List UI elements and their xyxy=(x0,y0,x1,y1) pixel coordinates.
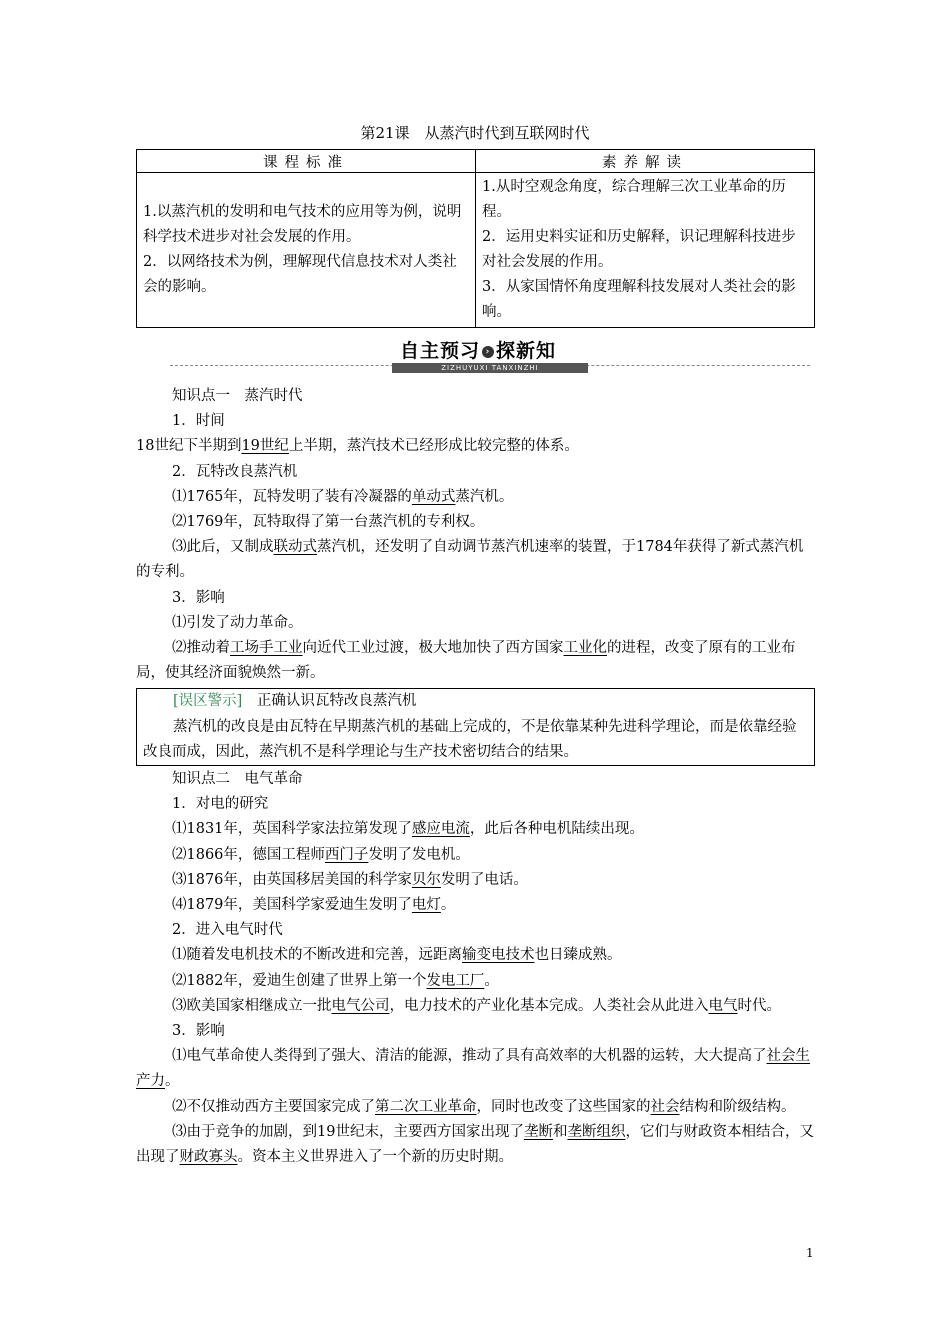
section2-heading: 知识点二 电气革命 xyxy=(172,771,303,788)
arrow-icon: › xyxy=(482,346,494,358)
s2-impact-c: ⑶由于竞争的加剧，到19世纪末，主要西方国家出现了垄断和垄断组织，它们与财政资本相结合，又出现了财政寡头。资本主义世界进入了一个新的历史时期。 xyxy=(136,1123,814,1166)
section-banner xyxy=(170,340,810,376)
header-literacy: 素养解读 xyxy=(476,150,815,173)
banner-left: 自主预习 xyxy=(400,340,481,362)
s1-watt-label: 2．瓦特改良蒸汽机 xyxy=(172,463,298,480)
s2-research-d: ⑷1879年，美国科学家爱迪生发明了电灯。 xyxy=(172,897,456,914)
standard-cell: 1.以蒸汽机的发明和电气技术的应用等为例，说明科学技术进步对社会发展的作用。 2．以网络技术为例，理解现代信息技术对人类社会的影响。 xyxy=(137,173,476,328)
main-content xyxy=(136,384,815,1170)
banner-title xyxy=(400,340,556,362)
warning-body: 蒸汽机的改良是由瓦特在早期蒸汽机的基础上完成的，不是依靠某种先进科学理论，而是依靠经验改良而成，因此，蒸汽机不是科学理论与生产技术密切结合的结果。 xyxy=(143,718,797,760)
banner-subtitle: ZIZHUYUXI TANXINZHI xyxy=(392,363,588,373)
warning-heading xyxy=(143,689,808,714)
s2-research-c: ⑶1876年，由英国移居美国的科学家贝尔发明了电话。 xyxy=(172,871,528,888)
standards-table xyxy=(136,149,815,328)
lesson-title: 第21课 从蒸汽时代到互联网时代 xyxy=(360,124,590,142)
s2-era-b: ⑵1882年，爱迪生创建了世界上第一个发电工厂。 xyxy=(172,972,499,989)
page-number: 1 xyxy=(806,1246,814,1260)
warning-tag: [误区警示] xyxy=(173,693,243,710)
s1-impact-a: ⑴引发了动力革命。 xyxy=(172,614,303,631)
s1-time-label: 1．时间 xyxy=(172,413,225,430)
s1-watt-b: ⑵1769年，瓦特取得了第一台蒸汽机的专利权。 xyxy=(172,514,485,531)
banner-right: 探新知 xyxy=(496,340,557,362)
s2-research-a: ⑴1831年，英国科学家法拉第发现了感应电流，此后各种电机陆续出现。 xyxy=(172,821,644,838)
header-standard: 课程标准 xyxy=(137,150,476,173)
s1-impact-label: 3．影响 xyxy=(172,589,225,606)
s2-research-label: 1．对电的研究 xyxy=(172,796,269,813)
s2-era-label: 2．进入电气时代 xyxy=(172,922,283,939)
s2-era-c: ⑶欧美国家相继成立一批电气公司，电力技术的产业化基本完成。人类社会从此进入电气时代。 xyxy=(172,997,781,1014)
s1-watt-a: ⑴1765年，瓦特发明了装有冷凝器的单动式蒸汽机。 xyxy=(172,488,514,505)
s2-research-b: ⑵1866年，德国工程师西门子发明了发电机。 xyxy=(172,846,470,863)
s2-impact-b: ⑵不仅推动西方主要国家完成了第二次工业革命，同时也改变了这些国家的社会结构和阶级结构。 xyxy=(172,1098,796,1115)
s2-impact-a: ⑴电气革命使人类得到了强大、清洁的能源，推动了具有高效率的大机器的运转，大大提高了社会生产力。 xyxy=(136,1048,810,1090)
s1-time-text: 18世纪下半期到19世纪上半期，蒸汽技术已经形成比较完整的体系。 xyxy=(136,438,579,455)
warning-title: 正确认识瓦特改良蒸汽机 xyxy=(242,693,417,710)
s1-watt-c: ⑶此后，又制成联动式蒸汽机，还发明了自动调节蒸汽机速率的装置，于1784年获得了新式蒸汽机的专利。 xyxy=(136,539,804,581)
literacy-cell: 1.从时空观念角度，综合理解三次工业革命的历程。 2．运用史料实证和历史解释，识记理解科技进步对社会发展的作用。 3．从家国情怀角度理解科技发展对人类社会的影响。 xyxy=(476,173,815,328)
warning-box xyxy=(136,688,815,766)
s2-impact-label: 3．影响 xyxy=(172,1023,225,1040)
section1-heading: 知识点一 蒸汽时代 xyxy=(172,388,303,404)
s1-impact-b: ⑵推动着工场手工业向近代工业过渡，极大地加快了西方国家工业化的进程，改变了原有的工业布局，使其经济面貌焕然一新。 xyxy=(136,640,796,682)
s2-era-a: ⑴随着发电机技术的不断改进和完善，远距离输变电技术也日臻成熟。 xyxy=(172,947,622,964)
